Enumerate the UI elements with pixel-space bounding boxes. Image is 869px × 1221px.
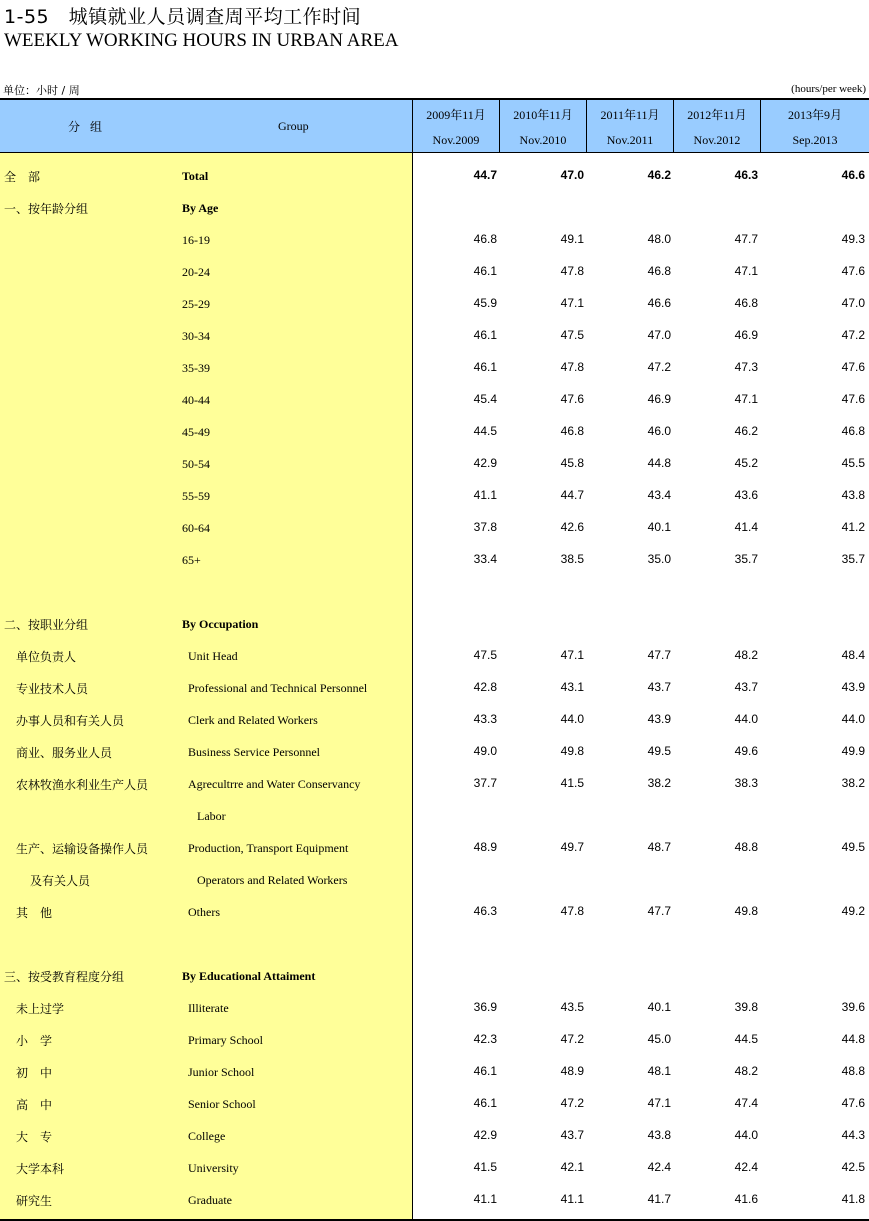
row-label-english: By Educational Attaiment	[182, 969, 316, 983]
unit-label-chinese: 单位：小时 / 周	[3, 84, 80, 97]
table-row	[0, 1032, 869, 1052]
table-header	[0, 98, 869, 153]
value-cell: 44.3	[841, 1128, 865, 1142]
value-cell: 46.2	[647, 168, 671, 182]
table-row	[0, 1192, 869, 1212]
row-label-english: Labor	[197, 809, 226, 823]
value-cell: 43.7	[734, 680, 758, 694]
value-cell: 49.3	[841, 232, 865, 246]
value-cell: 47.5	[473, 648, 497, 662]
table-row	[0, 520, 869, 540]
value-cell: 41.1	[560, 1192, 584, 1206]
header-group-chinese: 分组	[68, 120, 113, 134]
row-label-english: Operators and Related Workers	[197, 873, 348, 887]
value-cell: 48.8	[841, 1064, 865, 1078]
value-cell: 47.6	[560, 392, 584, 406]
value-cell: 43.6	[734, 488, 758, 502]
value-cell: 42.6	[560, 520, 584, 534]
value-cell: 47.0	[647, 328, 671, 342]
value-cell: 38.5	[560, 552, 584, 566]
value-cell: 42.9	[473, 456, 497, 470]
value-cell: 47.0	[841, 296, 865, 310]
row-label-chinese: 全 部	[4, 170, 41, 184]
value-cell: 46.9	[734, 328, 758, 342]
row-label-english: 60-64	[182, 521, 210, 535]
value-cell: 46.6	[647, 296, 671, 310]
value-cell: 35.7	[841, 552, 865, 566]
row-label-chinese: 初 中	[16, 1066, 53, 1080]
header-col-label-en: Nov.2010	[519, 133, 567, 147]
row-label-english: Senior School	[188, 1097, 256, 1111]
value-cell: 35.0	[647, 552, 671, 566]
table-row	[0, 456, 869, 476]
value-cell: 49.9	[841, 744, 865, 758]
row-label-english: 40-44	[182, 393, 210, 407]
header-col-label-cn: 2012年11月	[687, 108, 747, 122]
value-cell: 47.5	[560, 328, 584, 342]
value-cell: 41.5	[473, 1160, 497, 1174]
table-row	[0, 648, 869, 668]
value-cell: 45.0	[647, 1032, 671, 1046]
table-row	[0, 488, 869, 508]
header-col-2012	[673, 100, 760, 153]
value-cell: 46.1	[473, 328, 497, 342]
row-label-chinese: 单位负责人	[16, 650, 77, 664]
row-label-english: 30-34	[182, 329, 210, 343]
row-label-chinese: 一、按年龄分组	[4, 202, 89, 216]
value-cell: 41.7	[647, 1192, 671, 1206]
row-label-chinese: 大 专	[16, 1130, 53, 1144]
value-cell: 46.1	[473, 1064, 497, 1078]
row-label-english: By Age	[182, 201, 219, 215]
value-cell: 43.8	[841, 488, 865, 502]
row-label-english: Graduate	[188, 1193, 232, 1207]
value-cell: 48.9	[560, 1064, 584, 1078]
header-col-label-en: Sep.2013	[792, 133, 838, 147]
header-col-label-cn: 2013年9月	[787, 108, 842, 122]
header-col-2010	[499, 100, 586, 153]
value-cell: 41.4	[734, 520, 758, 534]
value-cell: 44.8	[647, 456, 671, 470]
value-cell: 45.2	[734, 456, 758, 470]
value-cell: 45.5	[841, 456, 865, 470]
header-col-2009	[412, 100, 499, 153]
value-cell: 42.9	[473, 1128, 497, 1142]
row-label-english: 25-29	[182, 297, 210, 311]
table-row	[0, 680, 869, 700]
table-row	[0, 392, 869, 412]
value-cell: 49.8	[734, 904, 758, 918]
row-label-english: Production, Transport Equipment	[188, 841, 349, 855]
value-cell: 38.3	[734, 776, 758, 790]
value-cell: 48.4	[841, 648, 865, 662]
table-row	[0, 360, 869, 380]
row-label-chinese: 及有关人员	[30, 874, 91, 888]
value-cell: 47.1	[734, 392, 758, 406]
row-label-english: College	[188, 1129, 226, 1143]
value-cell: 46.3	[734, 168, 758, 182]
unit-label-english: (hours/per week)	[791, 83, 866, 95]
value-cell: 42.4	[647, 1160, 671, 1174]
value-cell: 47.2	[560, 1032, 584, 1046]
table-row	[0, 168, 869, 188]
value-cell: 41.5	[560, 776, 584, 790]
value-cell: 41.8	[841, 1192, 865, 1206]
value-cell: 47.2	[560, 1096, 584, 1110]
value-cell: 44.0	[560, 712, 584, 726]
value-cell: 43.3	[473, 712, 497, 726]
row-label-english: 35-39	[182, 361, 210, 375]
value-cell: 47.6	[841, 360, 865, 374]
row-label-chinese: 大学本科	[16, 1162, 65, 1176]
row-label-english: 55-59	[182, 489, 210, 503]
row-label-english: Primary School	[188, 1033, 263, 1047]
header-group-english: Group	[278, 119, 309, 133]
value-cell: 47.2	[841, 328, 865, 342]
table-row	[0, 840, 869, 860]
value-cell: 46.6	[841, 168, 865, 182]
value-cell: 48.7	[647, 840, 671, 854]
table-row	[0, 1064, 869, 1084]
table-title-english: WEEKLY WORKING HOURS IN URBAN AREA	[4, 30, 399, 51]
value-cell: 43.1	[560, 680, 584, 694]
value-cell: 47.8	[560, 360, 584, 374]
value-cell: 43.9	[841, 680, 865, 694]
row-label-chinese: 高 中	[16, 1098, 53, 1112]
value-cell: 49.5	[647, 744, 671, 758]
table-row	[0, 1128, 869, 1148]
value-cell: 40.1	[647, 520, 671, 534]
value-cell: 44.0	[734, 1128, 758, 1142]
value-cell: 48.1	[647, 1064, 671, 1078]
row-label-english: 45-49	[182, 425, 210, 439]
value-cell: 35.7	[734, 552, 758, 566]
value-cell: 37.7	[473, 776, 497, 790]
value-cell: 49.7	[560, 840, 584, 854]
table-row	[0, 264, 869, 284]
value-cell: 46.0	[647, 424, 671, 438]
value-cell: 49.2	[841, 904, 865, 918]
value-cell: 47.8	[560, 264, 584, 278]
value-cell: 38.2	[647, 776, 671, 790]
value-cell: 45.4	[473, 392, 497, 406]
table-row	[0, 1160, 869, 1180]
header-col-label-cn: 2010年11月	[513, 108, 573, 122]
row-label-english: Junior School	[188, 1065, 255, 1079]
value-cell: 45.9	[473, 296, 497, 310]
row-label-english: 65+	[182, 553, 201, 567]
value-cell: 47.6	[841, 1096, 865, 1110]
value-cell: 42.8	[473, 680, 497, 694]
value-cell: 43.4	[647, 488, 671, 502]
value-cell: 46.2	[734, 424, 758, 438]
row-label-chinese: 专业技术人员	[16, 682, 89, 696]
table-row	[0, 232, 869, 252]
row-label-chinese: 商业、服务业人员	[16, 746, 113, 760]
value-cell: 47.2	[647, 360, 671, 374]
table-title-chinese: 1-55 城镇就业人员调查周平均工作时间	[4, 6, 362, 28]
value-cell: 47.1	[734, 264, 758, 278]
value-cell: 44.0	[734, 712, 758, 726]
value-cell: 46.9	[647, 392, 671, 406]
value-cell: 42.1	[560, 1160, 584, 1174]
table-row	[0, 712, 869, 732]
row-label-chinese: 小 学	[16, 1034, 53, 1048]
row-label-english: By Occupation	[182, 617, 259, 631]
value-cell: 37.8	[473, 520, 497, 534]
value-cell: 48.9	[473, 840, 497, 854]
value-cell: 39.6	[841, 1000, 865, 1014]
table-row	[0, 296, 869, 316]
row-label-english: 16-19	[182, 233, 210, 247]
row-label-english: Total	[182, 169, 209, 183]
table-row	[0, 424, 869, 444]
value-cell: 47.8	[560, 904, 584, 918]
row-label-english: 20-24	[182, 265, 210, 279]
value-cell: 43.9	[647, 712, 671, 726]
row-label-english: Professional and Technical Personnel	[188, 681, 368, 695]
value-cell: 49.1	[560, 232, 584, 246]
value-cell: 48.0	[647, 232, 671, 246]
value-cell: 38.2	[841, 776, 865, 790]
row-label-chinese: 二、按职业分组	[4, 618, 89, 632]
value-cell: 46.8	[734, 296, 758, 310]
row-label-chinese: 未上过学	[16, 1002, 65, 1016]
value-cell: 46.1	[473, 1096, 497, 1110]
value-cell: 48.2	[734, 648, 758, 662]
header-col-label-en: Nov.2011	[606, 133, 654, 147]
header-col-label-cn: 2009年11月	[426, 108, 486, 122]
value-cell: 46.8	[647, 264, 671, 278]
table-row	[0, 872, 869, 892]
header-col-label-en: Nov.2012	[693, 133, 741, 147]
row-label-english: Illiterate	[188, 1001, 229, 1015]
value-cell: 44.7	[560, 488, 584, 502]
value-cell: 42.5	[841, 1160, 865, 1174]
value-cell: 40.1	[647, 1000, 671, 1014]
value-cell: 39.8	[734, 1000, 758, 1014]
value-cell: 47.7	[734, 232, 758, 246]
value-cell: 46.8	[560, 424, 584, 438]
value-cell: 42.3	[473, 1032, 497, 1046]
value-cell: 47.6	[841, 264, 865, 278]
value-cell: 49.6	[734, 744, 758, 758]
row-label-chinese: 研究生	[16, 1194, 53, 1208]
value-cell: 46.1	[473, 264, 497, 278]
value-cell: 43.7	[647, 680, 671, 694]
value-cell: 41.6	[734, 1192, 758, 1206]
value-cell: 43.5	[560, 1000, 584, 1014]
row-label-english: Unit Head	[188, 649, 238, 663]
table-row	[0, 808, 869, 828]
value-cell: 49.5	[841, 840, 865, 854]
value-cell: 33.4	[473, 552, 497, 566]
value-cell: 47.4	[734, 1096, 758, 1110]
value-cell: 46.1	[473, 360, 497, 374]
value-cell: 44.8	[841, 1032, 865, 1046]
value-cell: 42.4	[734, 1160, 758, 1174]
value-cell: 46.8	[473, 232, 497, 246]
row-label-english: Others	[188, 905, 220, 919]
header-col-2013	[760, 100, 869, 153]
value-cell: 36.9	[473, 1000, 497, 1014]
row-label-chinese: 办事人员和有关人员	[16, 714, 125, 728]
row-label-chinese: 生产、运输设备操作人员	[16, 842, 149, 856]
value-cell: 47.6	[841, 392, 865, 406]
header-col-label-en: Nov.2009	[432, 133, 480, 147]
value-cell: 48.2	[734, 1064, 758, 1078]
value-cell: 44.5	[473, 424, 497, 438]
row-label-english: Business Service Personnel	[188, 745, 320, 759]
value-cell: 46.3	[473, 904, 497, 918]
row-label-english: Agrecultrre and Water Conservancy	[188, 777, 361, 791]
row-label-chinese: 其 他	[16, 906, 53, 920]
header-col-label-cn: 2011年11月	[600, 108, 660, 122]
value-cell: 41.1	[473, 488, 497, 502]
value-cell: 45.8	[560, 456, 584, 470]
value-cell: 47.3	[734, 360, 758, 374]
value-cell: 49.8	[560, 744, 584, 758]
value-cell: 43.7	[560, 1128, 584, 1142]
table-row	[0, 1096, 869, 1116]
table-row	[0, 744, 869, 764]
table-row	[0, 200, 869, 220]
table-row	[0, 552, 869, 572]
value-cell: 44.7	[473, 168, 497, 182]
value-cell: 41.1	[473, 1192, 497, 1206]
value-cell: 47.1	[647, 1096, 671, 1110]
header-col-2011	[586, 100, 673, 153]
value-cell: 44.5	[734, 1032, 758, 1046]
value-cell: 44.0	[841, 712, 865, 726]
row-label-chinese: 农林牧渔水利业生产人员	[16, 778, 149, 792]
table-row	[0, 616, 869, 636]
value-cell: 43.8	[647, 1128, 671, 1142]
value-cell: 47.1	[560, 648, 584, 662]
table-row	[0, 968, 869, 988]
value-cell: 41.2	[841, 520, 865, 534]
value-cell: 48.8	[734, 840, 758, 854]
value-cell: 47.7	[647, 648, 671, 662]
value-cell: 47.0	[560, 168, 584, 182]
value-cell: 46.8	[841, 424, 865, 438]
row-label-english: 50-54	[182, 457, 210, 471]
table-row	[0, 1000, 869, 1020]
row-label-english: Clerk and Related Workers	[188, 713, 318, 727]
table-row	[0, 904, 869, 924]
table-row	[0, 776, 869, 796]
value-cell: 47.7	[647, 904, 671, 918]
row-label-chinese: 三、按受教育程度分组	[4, 970, 125, 984]
value-cell: 49.0	[473, 744, 497, 758]
value-cell: 47.1	[560, 296, 584, 310]
table-row	[0, 328, 869, 348]
row-label-english: University	[188, 1161, 239, 1175]
